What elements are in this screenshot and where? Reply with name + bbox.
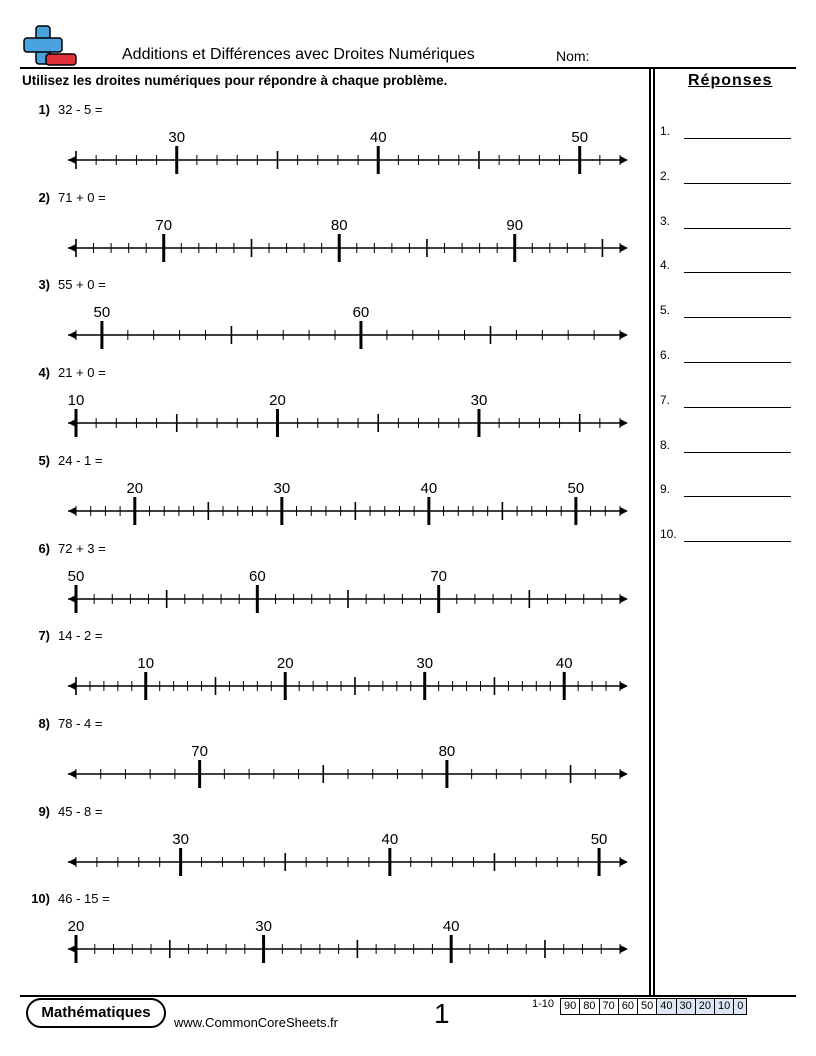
answer-number: 7. xyxy=(660,392,671,407)
tick-label: 30 xyxy=(172,830,189,848)
answer-slot-8 xyxy=(660,438,795,458)
problem-expression: 46 - 15 = xyxy=(58,891,110,907)
number-line-6 xyxy=(58,561,640,644)
arrow-right-icon xyxy=(620,331,628,339)
problem-expression: 55 + 0 = xyxy=(58,277,106,293)
number-line-10 xyxy=(60,911,640,991)
answer-number: 1. xyxy=(660,124,671,138)
problem-number: 3) xyxy=(38,277,50,293)
worksheet-title: Additions et Différences avec Droites Numériques xyxy=(122,46,475,63)
answer-blank-line[interactable] xyxy=(684,317,791,318)
header-divider xyxy=(20,67,796,69)
answers-heading: Réponses xyxy=(688,72,773,89)
tick-label: 60 xyxy=(352,304,370,322)
tick-label: 80 xyxy=(438,742,456,760)
problem-number: 6) xyxy=(38,540,50,556)
answer-slot-7 xyxy=(660,393,795,413)
answer-blank-line[interactable] xyxy=(684,407,791,408)
arrow-left-icon xyxy=(68,244,76,252)
problem-expression: 21 + 0 = xyxy=(58,365,106,381)
problem-expression: 14 - 2 = xyxy=(58,628,103,644)
answer-number: 4. xyxy=(660,258,671,273)
problem-7 xyxy=(22,628,102,643)
score-cell: 60 xyxy=(618,999,637,1014)
score-cell: 0 xyxy=(733,999,746,1014)
tick-label: 10 xyxy=(67,392,85,410)
score-cell: 50 xyxy=(637,999,656,1014)
problem-number: 2) xyxy=(38,189,50,205)
number-line-5 xyxy=(60,473,640,553)
tick-label: 50 xyxy=(571,129,589,146)
arrow-right-icon xyxy=(620,156,628,164)
problem-number: 10) xyxy=(31,891,50,907)
problem-2 xyxy=(22,190,106,205)
tick-label: 70 xyxy=(155,216,173,234)
answer-slot-2 xyxy=(660,169,795,189)
tick-label: 40 xyxy=(420,479,438,497)
answer-blank-line[interactable] xyxy=(684,362,791,363)
instructions: Utilisez les droites numériques pour répondre à chaque problème. xyxy=(22,73,448,88)
answer-slot-4 xyxy=(660,258,795,278)
tick-label: 90 xyxy=(506,216,524,234)
score-range-label: 1-10 xyxy=(532,998,555,1010)
problem-expression: 78 - 4 = xyxy=(58,715,103,731)
answer-blank-line[interactable] xyxy=(684,496,791,497)
tick-label: 20 xyxy=(67,918,85,936)
arrow-right-icon xyxy=(620,770,628,778)
answer-number: 2. xyxy=(660,168,671,183)
problem-number: 9) xyxy=(38,803,50,819)
problem-8 xyxy=(22,716,102,731)
score-table xyxy=(532,998,747,1015)
arrow-left-icon xyxy=(68,507,76,515)
answer-slot-1 xyxy=(660,124,795,144)
problem-number: 1) xyxy=(38,102,50,117)
problem-9 xyxy=(22,804,102,819)
number-line-8 xyxy=(60,736,640,816)
problem-number: 5) xyxy=(38,452,50,468)
arrow-right-icon xyxy=(620,419,628,427)
tick-label: 20 xyxy=(269,392,286,410)
answer-slot-6 xyxy=(660,348,795,368)
tick-label: 30 xyxy=(255,918,272,936)
tick-label: 30 xyxy=(273,479,291,497)
problem-expression: 72 + 3 = xyxy=(58,540,106,556)
answer-blank-line[interactable] xyxy=(684,272,791,273)
score-cells xyxy=(560,998,747,1015)
arrow-right-icon xyxy=(620,858,628,866)
answer-blank-line[interactable] xyxy=(684,541,791,542)
site-url: www.CommonCoreSheets.fr xyxy=(174,1015,338,1030)
problem-4 xyxy=(22,365,106,380)
arrow-right-icon xyxy=(620,945,628,953)
problem-expression: 45 - 8 = xyxy=(58,803,103,819)
answers-divider xyxy=(649,67,651,996)
footer-divider xyxy=(20,995,796,997)
arrow-right-icon xyxy=(620,244,628,252)
problem-number: 4) xyxy=(38,365,50,381)
score-cell: 90 xyxy=(564,1000,577,1012)
number-line-4 xyxy=(60,385,640,465)
number-line-3 xyxy=(60,297,640,377)
answer-number: 3. xyxy=(660,213,671,228)
arrow-right-icon xyxy=(620,682,628,690)
tick-label: 30 xyxy=(470,392,488,410)
answer-slot-10 xyxy=(660,527,795,547)
problem-10 xyxy=(22,891,110,906)
problem-expression: 24 - 1 = xyxy=(58,452,103,468)
score-cell: 40 xyxy=(656,999,675,1014)
tick-label: 30 xyxy=(416,655,434,673)
tick-label: 80 xyxy=(330,216,348,234)
arrow-left-icon xyxy=(68,331,76,339)
number-line-7 xyxy=(60,648,640,728)
answer-slot-5 xyxy=(660,303,795,323)
tick-label: 50 xyxy=(567,479,585,497)
score-cell: 20 xyxy=(695,999,714,1014)
answer-number: 9. xyxy=(660,482,671,497)
number-line-2 xyxy=(58,210,640,293)
tick-label: 30 xyxy=(168,129,186,146)
score-cell: 30 xyxy=(676,999,695,1014)
answer-blank-line[interactable] xyxy=(684,452,791,453)
answer-number: 10. xyxy=(660,527,677,542)
problem-number: 7) xyxy=(38,628,50,644)
tick-label: 50 xyxy=(590,830,608,848)
arrow-left-icon xyxy=(68,770,76,778)
arrow-left-icon xyxy=(68,858,76,866)
score-cell: 80 xyxy=(579,999,598,1014)
answer-slot-3 xyxy=(660,214,795,234)
tick-label: 70 xyxy=(191,742,208,760)
arrow-left-icon xyxy=(68,682,76,690)
tick-label: 20 xyxy=(126,479,144,497)
tick-label: 50 xyxy=(67,567,85,585)
tick-label: 40 xyxy=(555,655,573,673)
tick-label: 40 xyxy=(442,918,460,936)
tick-label: 10 xyxy=(137,655,155,673)
problem-number: 8) xyxy=(38,715,50,731)
tick-label: 60 xyxy=(248,567,266,585)
answer-blank-line[interactable] xyxy=(684,183,791,184)
score-cell: 70 xyxy=(599,999,618,1014)
name-label: Nom: xyxy=(556,48,590,64)
tick-label: 20 xyxy=(276,655,294,673)
answer-number: 8. xyxy=(660,437,671,452)
page-number: 1 xyxy=(434,998,450,1029)
tick-label: 50 xyxy=(93,304,111,322)
answer-blank-line[interactable] xyxy=(684,228,791,229)
score-cell: 10 xyxy=(714,999,733,1014)
problem-6 xyxy=(22,541,106,556)
problem-3 xyxy=(22,277,106,292)
tick-label: 70 xyxy=(430,567,448,585)
tick-label: 40 xyxy=(369,129,387,146)
plus-minus-logo-icon xyxy=(22,24,78,68)
problem-expression: 71 + 0 = xyxy=(58,189,106,205)
arrow-left-icon xyxy=(68,156,76,164)
problem-1 xyxy=(22,102,102,117)
answer-blank-line[interactable] xyxy=(684,138,791,139)
answer-slot-9 xyxy=(660,482,795,502)
subject-badge: Mathématiques xyxy=(26,998,166,1028)
arrow-right-icon xyxy=(620,507,628,515)
answers-divider-inner xyxy=(653,67,655,996)
problem-expression: 32 - 5 = xyxy=(58,102,103,117)
answer-number: 6. xyxy=(660,348,671,362)
tick-label: 40 xyxy=(381,830,399,848)
number-line-1 xyxy=(60,122,640,202)
number-line-9 xyxy=(58,824,640,907)
answer-number: 5. xyxy=(660,303,671,318)
arrow-right-icon xyxy=(620,595,628,603)
problem-5 xyxy=(22,453,102,468)
